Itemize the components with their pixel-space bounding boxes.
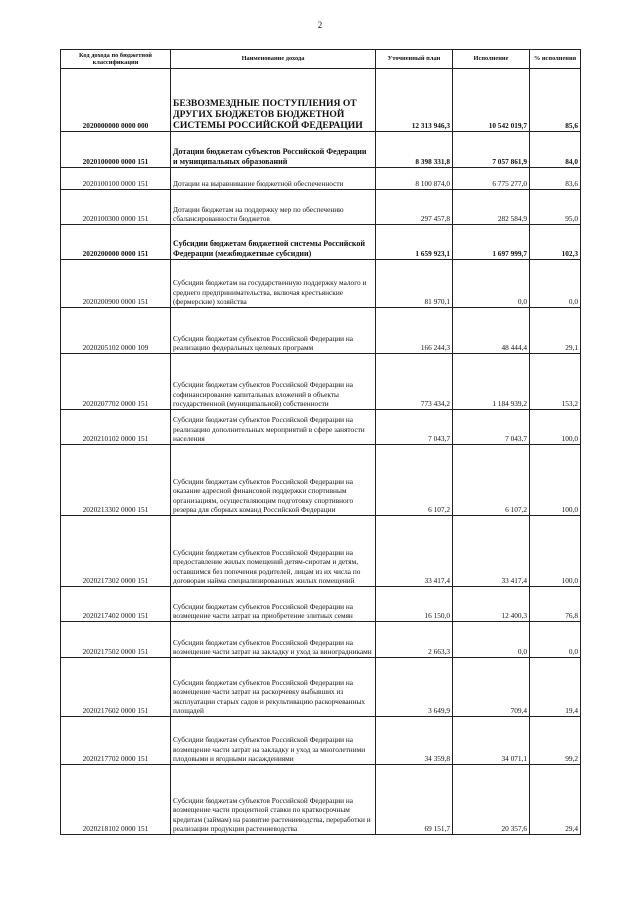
row-plan: 69 151,7 <box>376 765 453 835</box>
row-execution: 12 400,3 <box>453 587 530 622</box>
row-execution: 1 184 939,2 <box>453 354 530 410</box>
row-execution: 709,4 <box>453 658 530 717</box>
row-name: Субсидии бюджетам субъектов Российской Федерации на софинансирование капитальных вложений в объекты государственной (муниципальной) собственности <box>171 354 376 410</box>
row-percent: 0,0 <box>530 622 581 658</box>
table-row <box>61 587 581 622</box>
row-percent: 29,4 <box>530 765 581 835</box>
table-row <box>61 260 581 308</box>
row-percent: 99,2 <box>530 717 581 765</box>
row-plan: 8 398 331,8 <box>376 132 453 168</box>
row-code: 2020217402 0000 151 <box>61 587 171 622</box>
row-code: 2020100300 0000 151 <box>61 190 171 225</box>
row-name: Субсидии бюджетам субъектов Российской Федерации на возмещение части затрат на раскорчевку выбывших из эксплуатации старых садов и рекультивацию раскорчеванных площадей <box>171 658 376 717</box>
table-row <box>61 516 581 587</box>
header-execution: Исполнение <box>453 50 530 69</box>
row-execution: 0,0 <box>453 260 530 308</box>
row-plan: 12 313 946,3 <box>376 69 453 132</box>
header-code: Код дохода по бюджетной классификации <box>61 50 171 69</box>
row-code: 2020200900 0000 151 <box>61 260 171 308</box>
row-plan: 773 434,2 <box>376 354 453 410</box>
row-percent: 84,0 <box>530 132 581 168</box>
header-plan: Уточненный план <box>376 50 453 69</box>
table-header-row <box>61 50 581 69</box>
row-code: 2020217602 0000 151 <box>61 658 171 717</box>
row-execution: 34 071,1 <box>453 717 530 765</box>
table-row <box>61 354 581 410</box>
header-name: Наименование дохода <box>171 50 376 69</box>
row-execution: 1 697 999,7 <box>453 225 530 260</box>
row-execution: 33 417,4 <box>453 516 530 587</box>
row-code: 2020100000 0000 151 <box>61 132 171 168</box>
row-code: 2020210102 0000 151 <box>61 410 171 445</box>
table-row <box>61 225 581 260</box>
header-percent: % исполнения <box>530 50 581 69</box>
row-percent: 100,0 <box>530 410 581 445</box>
row-name: Субсидии бюджетам субъектов Российской Федерации на возмещение части процентной ставки по краткосрочным кредитам (займам) на развитие растениеводства, переработки и реализации продукции растениеводства <box>171 765 376 835</box>
row-plan: 166 244,3 <box>376 308 453 354</box>
row-code: 2020217502 0000 151 <box>61 622 171 658</box>
row-plan: 34 359,8 <box>376 717 453 765</box>
row-plan: 16 150,0 <box>376 587 453 622</box>
row-code: 2020213302 0000 151 <box>61 445 171 516</box>
row-name: Субсидии бюджетам бюджетной системы Российской Федерации (межбюджетные субсидии) <box>171 225 376 260</box>
row-name: Дотации на выравнивание бюджетной обеспеченности <box>171 168 376 190</box>
row-plan: 81 970,1 <box>376 260 453 308</box>
row-percent: 102,3 <box>530 225 581 260</box>
row-execution: 10 542 019,7 <box>453 69 530 132</box>
row-plan: 3 649,9 <box>376 658 453 717</box>
table-row <box>61 765 581 835</box>
row-code: 2020217302 0000 151 <box>61 516 171 587</box>
row-execution: 0,0 <box>453 622 530 658</box>
row-code: 2020205102 0000 109 <box>61 308 171 354</box>
table-row <box>61 717 581 765</box>
revenue-table <box>60 49 581 835</box>
row-plan: 8 100 874,0 <box>376 168 453 190</box>
table-row <box>61 308 581 354</box>
row-code: 2020217702 0000 151 <box>61 717 171 765</box>
row-percent: 29,1 <box>530 308 581 354</box>
table-row <box>61 658 581 717</box>
row-percent: 100,0 <box>530 516 581 587</box>
row-execution: 6 107,2 <box>453 445 530 516</box>
row-name: Субсидии бюджетам субъектов Российской Федерации на оказание адресной финансовой поддержки спортивным организациям, осуществляющим подготовку спортивного резерва для сборных команд Российской Федерации <box>171 445 376 516</box>
row-name: Дотации бюджетам на поддержку мер по обеспечению сбалансированности бюджетов <box>171 190 376 225</box>
row-code: 2020207702 0000 151 <box>61 354 171 410</box>
row-percent: 95,0 <box>530 190 581 225</box>
row-percent: 19,4 <box>530 658 581 717</box>
row-code: 2020200000 0000 151 <box>61 225 171 260</box>
row-execution: 20 357,6 <box>453 765 530 835</box>
page-number: 2 <box>317 20 323 30</box>
row-execution: 282 584,9 <box>453 190 530 225</box>
table-row <box>61 190 581 225</box>
row-plan: 7 043,7 <box>376 410 453 445</box>
row-name: Субсидии бюджетам на государственную поддержку малого и среднего предпринимательства, включая крестьянские (фермерские) хозяйства <box>171 260 376 308</box>
row-name: Субсидии бюджетам субъектов Российской Федерации на реализацию дополнительных мероприятий в сфере занятости населения <box>171 410 376 445</box>
row-code: 2020100100 0000 151 <box>61 168 171 190</box>
row-percent: 0,0 <box>530 260 581 308</box>
table-row <box>61 410 581 445</box>
row-percent: 76,8 <box>530 587 581 622</box>
row-name: Субсидии бюджетам субъектов Российской Федерации на возмещение части затрат на закладку и уход за многолетними плодовыми и ягодными насаждениями <box>171 717 376 765</box>
table-row <box>61 132 581 168</box>
row-name: Субсидии бюджетам субъектов Российской Федерации на реализацию федеральных целевых программ <box>171 308 376 354</box>
row-plan: 33 417,4 <box>376 516 453 587</box>
row-execution: 6 775 277,0 <box>453 168 530 190</box>
row-code: 2020000000 0000 000 <box>61 69 171 132</box>
table-row <box>61 622 581 658</box>
row-plan: 2 663,3 <box>376 622 453 658</box>
table-row <box>61 69 581 132</box>
row-name: Дотации бюджетам субъектов Российской Федерации и муниципальных образований <box>171 132 376 168</box>
row-percent: 83,6 <box>530 168 581 190</box>
table-row <box>61 445 581 516</box>
row-name: Субсидии бюджетам субъектов Российской Федерации на возмещение части затрат на закладку и уход за виноградниками <box>171 622 376 658</box>
row-plan: 6 107,2 <box>376 445 453 516</box>
row-code: 2020218102 0000 151 <box>61 765 171 835</box>
row-percent: 100,0 <box>530 445 581 516</box>
row-plan: 1 659 923,1 <box>376 225 453 260</box>
row-percent: 85,6 <box>530 69 581 132</box>
row-execution: 7 057 861,9 <box>453 132 530 168</box>
row-name: Субсидии бюджетам субъектов Российской Федерации на предоставление жилых помещений детям-сиротам и детям, оставшимся без попечения родителей, лицам из их числа по договорам найма специализированных жилых помещений <box>171 516 376 587</box>
row-name: Субсидии бюджетам субъектов Российской Федерации на возмещение части затрат на приобретение элитных семян <box>171 587 376 622</box>
row-percent: 153,2 <box>530 354 581 410</box>
row-execution: 7 043,7 <box>453 410 530 445</box>
row-execution: 48 444,4 <box>453 308 530 354</box>
table-row <box>61 168 581 190</box>
row-plan: 297 457,8 <box>376 190 453 225</box>
row-name: БЕЗВОЗМЕЗДНЫЕ ПОСТУПЛЕНИЯ ОТ ДРУГИХ БЮДЖЕТОВ БЮДЖЕТНОЙ СИСТЕМЫ РОССИЙСКОЙ ФЕДЕРАЦИИ <box>171 69 376 132</box>
